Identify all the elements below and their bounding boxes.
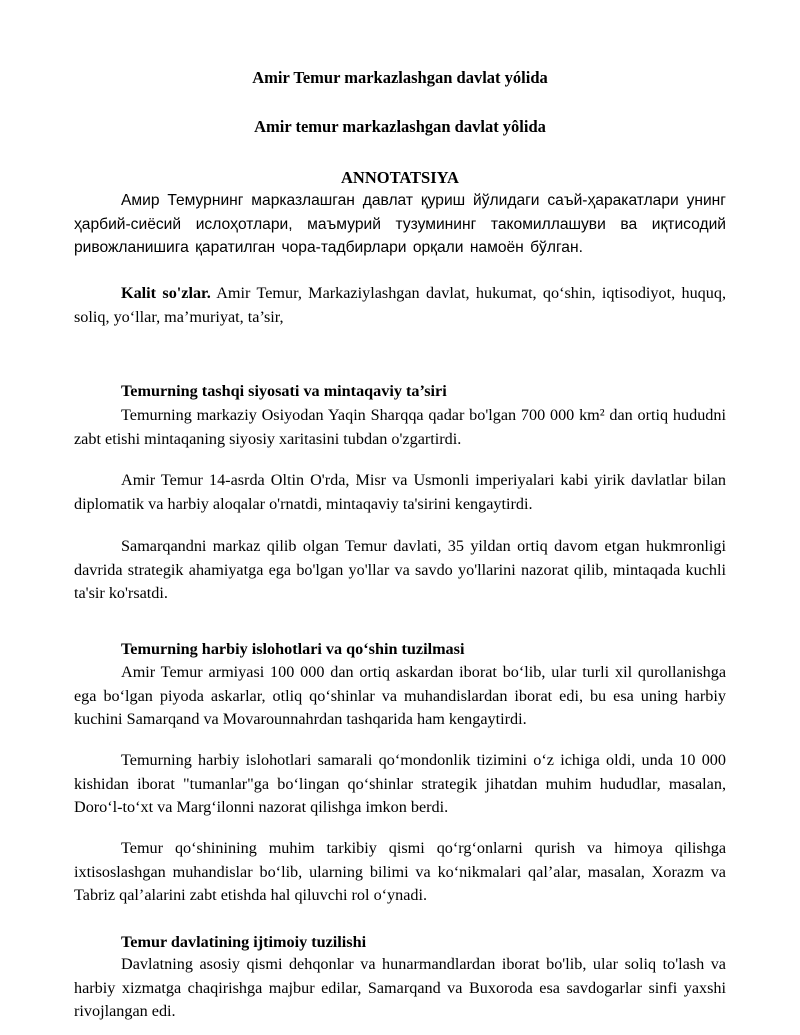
- annotation-text: Амир Темурнинг марказлашган давлат қуриш йўлидаги саъй-ҳаракатлари унинг ҳарбий-сиёсий ислоҳотлари, маъмурий тузумининг такомиллашуви ва иқтисодий ривожланишига қаратилган чора-тадбирлари орқали намоён бўлган.: [74, 192, 726, 256]
- section-1-paragraph-1: Temurning markaziy Osiyodan Yaqin Sharqqa qadar bo'lgan 700 000 km² dan ortiq hududni zabt etishi mintaqaning siyosiy xaritasini tubdan o'zgartirdi.: [74, 406, 726, 448]
- keywords-text: Amir Temur, Markaziylashgan davlat, hukumat, qo‘shin, iqtisodiyot, huquq, soliq, yo‘llar, ma’muriyat, ta’sir,: [74, 284, 726, 326]
- section-2-paragraph-1: Amir Temur armiyasi 100 000 dan ortiq askardan iborat bo‘lib, ular turli xil qurollanishga ega bo‘lgan piyoda askarlar, otliq qo‘shinlar va muhandislardan iborat edi, bu esa uning harbiy kuchini Samarqand va Movarounnahrdan tashqarida ham kengaytirdi.: [74, 663, 726, 728]
- document-subtitle: Amir temur markazlashgan davlat yôlida: [254, 117, 546, 136]
- keywords-paragraph: [74, 282, 726, 329]
- annotation-heading: ANNOTATSIYA: [341, 168, 459, 187]
- section-heading-foreign-policy: Temurning tashqi siyosati va mintaqaviy ta’siri: [121, 382, 447, 400]
- section-1-paragraph-3: Samarqandni markaz qilib olgan Temur davlati, 35 yildan ortiq davom etgan hukmronligi davrida strategik ahamiyatga ega bo'lgan yo'llar va savdo yo'llarini nazorat qilib, mintaqada kuchli ta'sir ko'rsatdi.: [74, 537, 726, 602]
- section-2-paragraph-2: Temurning harbiy islohotlari samarali qo‘mondonlik tizimini o‘z ichiga oldi, unda 10 000 kishidan iborat "tumanlar"ga bo‘lingan qo‘shinlar strategik jihatdan muhim hududlar, masalan, Doro‘l-to‘xt va Marg‘ilonni nazorat qilishga imkon berdi.: [74, 751, 726, 816]
- keywords-label: Kalit so'zlar.: [121, 284, 211, 302]
- section-2-paragraph-3: Temur qo‘shinining muhim tarkibiy qismi qo‘rg‘onlarni qurish va himoya qilishga ixtisoslashgan muhandislar bo‘lib, ularning bilimi va ko‘nikmalari qal’alar, masalan, Xorazm va Tabriz qal’alarini zabt etishda hal qiluvchi rol o‘ynadi.: [74, 839, 726, 904]
- section-1-paragraph-2: Amir Temur 14-asrda Oltin O'rda, Misr va Usmonli imperiyalari kabi yirik davlatlar bilan diplomatik va harbiy aloqalar o'rnatdi, mintaqaviy ta'sirini kengaytirdi.: [74, 471, 726, 513]
- document-title: Amir Temur markazlashgan davlat yólida: [252, 68, 548, 87]
- section-heading-military-reforms: Temurning harbiy islohotlari va qo‘shin tuzilmasi: [121, 640, 465, 658]
- section-heading-social-structure: Temur davlatining ijtimoiy tuzilishi: [121, 933, 367, 951]
- section-3-paragraph-1: Davlatning asosiy qismi dehqonlar va hunarmandlardan iborat bo'lib, ular soliq to'lash va harbiy xizmatga chaqirishga majbur edilar, Samarqand va Buxoroda esa savdogarlar sinfi yaxshi rivojlangan edi.: [74, 955, 726, 1020]
